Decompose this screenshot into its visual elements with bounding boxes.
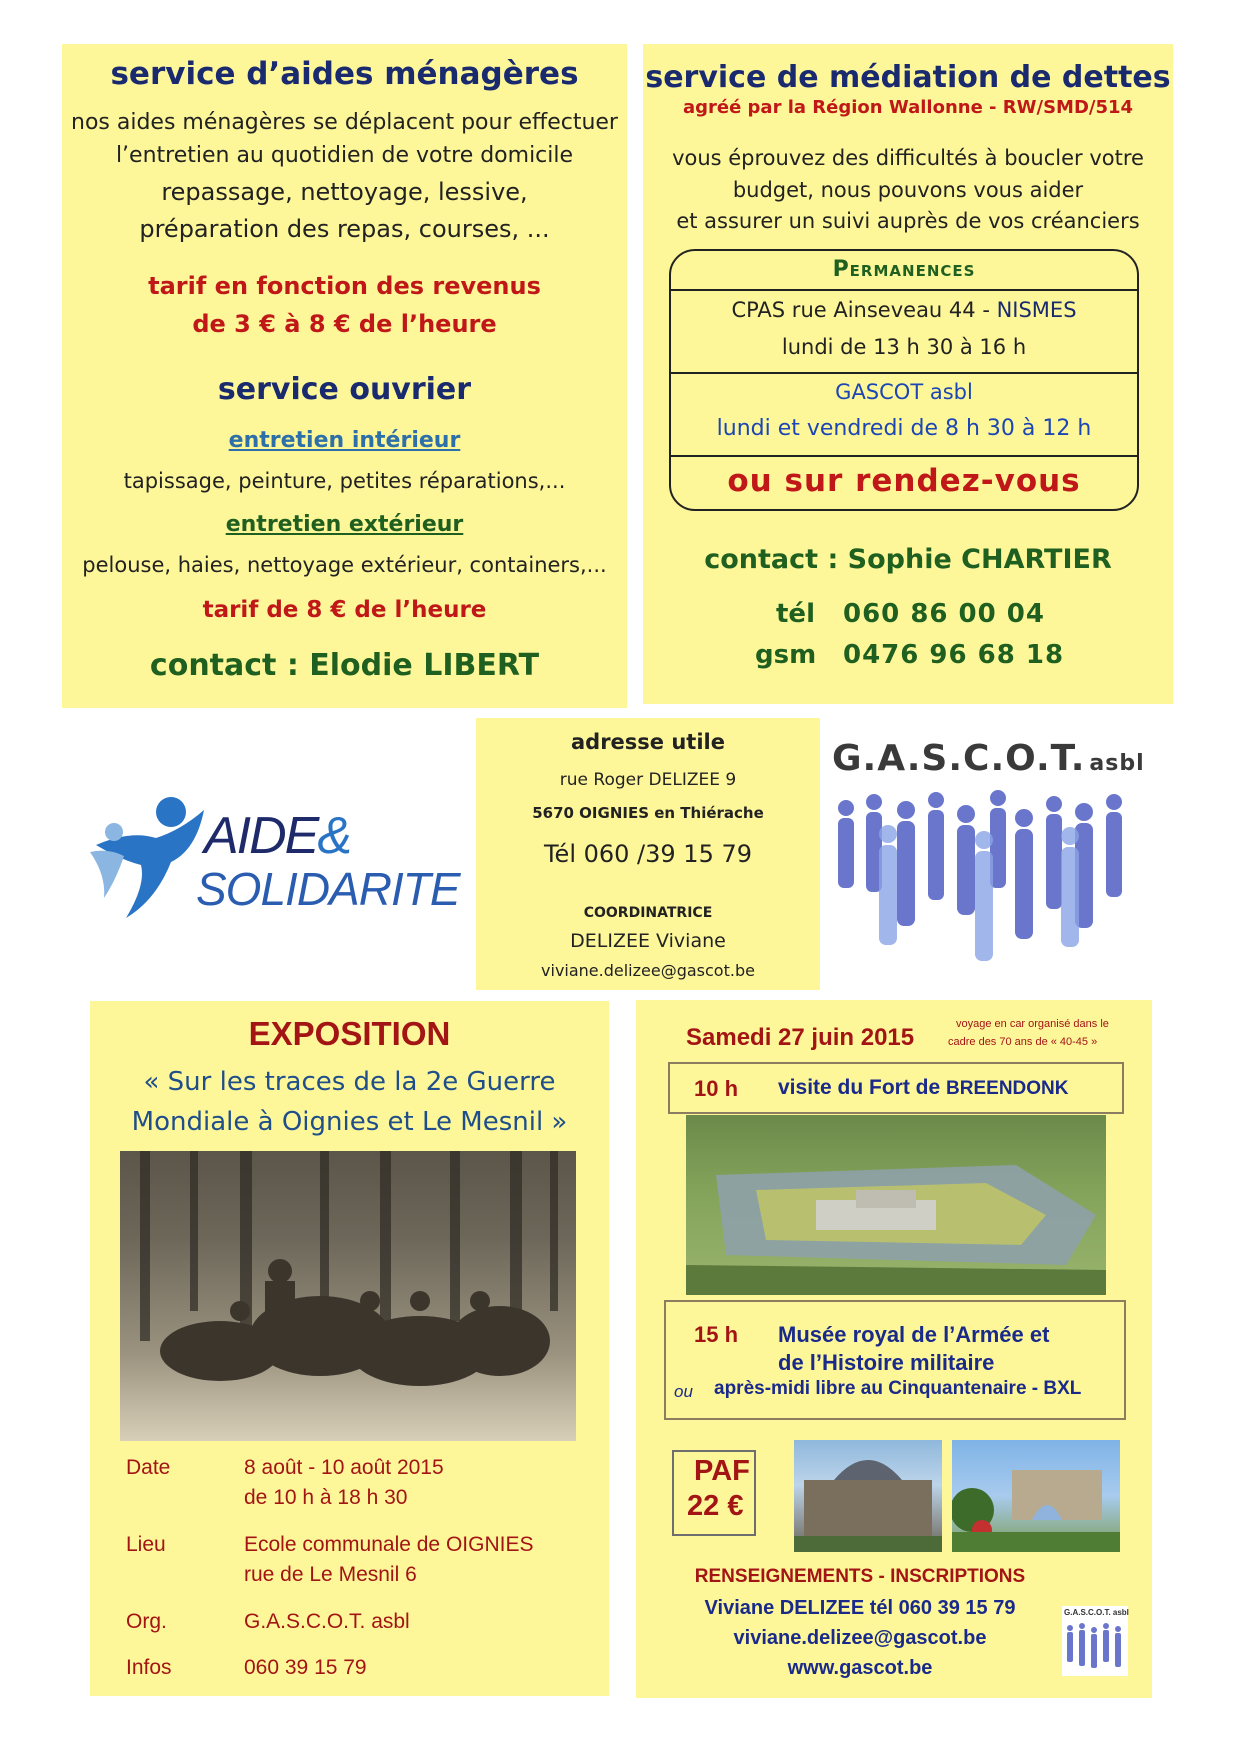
gascot-logo-wordmark	[832, 738, 1145, 779]
permanence-cpas-address: CPAS rue Ainseveau 44 -	[731, 298, 997, 322]
aides-line-4: préparation des repas, courses, ...	[139, 215, 550, 243]
mediation-gsm: 0476 96 68 18	[843, 640, 1065, 670]
visit-2-line-2: de l’Histoire militaire	[778, 1350, 995, 1375]
aides-line-3: repassage, nettoyage, lessive,	[161, 178, 528, 206]
visit-2-alt: après-midi libre au Cinquantenaire - BXL	[714, 1378, 1082, 1399]
gascot-logo	[826, 728, 1148, 968]
permanences-title	[671, 257, 1137, 282]
aides-tarif-1: tarif en fonction des revenus	[148, 272, 541, 300]
voyage-panel	[636, 1000, 1152, 1698]
mediation-title: service de médiation de dettes	[645, 60, 1171, 95]
permanence-gascot-hours: lundi et vendredi de 8 h 30 à 12 h	[716, 416, 1092, 441]
museum-photo	[794, 1440, 942, 1552]
mediation-panel	[643, 44, 1173, 704]
aide-solidarite-figures-icon	[86, 790, 206, 920]
voyage-note-1: voyage en car organisé dans le	[956, 1018, 1109, 1030]
info-contact: Viviane DELIZEE tél 060 39 15 79	[704, 1597, 1016, 1619]
expo-title: EXPOSITION	[248, 1015, 451, 1052]
permanence-cpas-hours: lundi de 13 h 30 à 16 h	[781, 335, 1027, 359]
expo-org-label: Org.	[126, 1610, 167, 1633]
gascot-logo-name: G.A.S.C.O.T.	[832, 738, 1086, 779]
people-crowd-icon	[826, 788, 1148, 968]
visit-2-or: ou	[674, 1382, 693, 1401]
arcade-illustration	[952, 1440, 1120, 1552]
voyage-date: Samedi 27 juin 2015	[686, 1024, 915, 1051]
visit-2-time: 15 h	[694, 1322, 739, 1347]
expo-time-value: de 10 h à 18 h 30	[244, 1486, 408, 1509]
aides-line-1: nos aides ménagères se déplacent pour effectuer	[71, 110, 618, 135]
expo-subtitle-2: Mondiale à Oignies et Le Mesnil »	[131, 1107, 568, 1137]
exposition-panel	[90, 1001, 609, 1696]
mediation-subtitle: agréé par la Région Wallonne - RW/SMD/514	[682, 97, 1134, 118]
visit-2-line-1: Musée royal de l’Armée et	[778, 1322, 1050, 1347]
ouvrier-contact: contact : Elodie LIBERT	[149, 648, 540, 683]
ouvrier-exterieur-heading: entretien extérieur	[225, 512, 464, 537]
aides-menageres-panel	[62, 44, 627, 708]
adresse-email: viviane.delizee@gascot.be	[541, 961, 755, 980]
expo-lieu-value: Ecole communale de OIGNIES	[244, 1533, 534, 1556]
expo-lieu-address: rue de Le Mesnil 6	[244, 1563, 417, 1586]
mediation-tel-label: tél	[776, 599, 815, 629]
expo-infos-label: Infos	[126, 1656, 172, 1679]
gascot-mini-logo-text: G.A.S.C.O.T. asbl	[1064, 1608, 1129, 1617]
aides-tarif-2: de 3 € à 8 € de l’heure	[192, 310, 497, 338]
gascot-mini-logo	[1062, 1606, 1128, 1676]
expo-date-value: 8 août - 10 août 2015	[244, 1456, 444, 1479]
mediation-line-2: budget, nous pouvons vous aider	[732, 178, 1084, 202]
paf-label: PAF	[694, 1455, 750, 1487]
gascot-logo-suffix: asbl	[1089, 751, 1145, 776]
aide-solidarite-wordmark	[204, 807, 351, 865]
adresse-role: COORDINATRICE	[583, 905, 713, 921]
permanence-cpas	[671, 298, 1137, 322]
aide-wordmark-line2: SOLIDARITE	[196, 863, 460, 915]
mediation-line-3: et assurer un suivi auprès de vos créanciers	[676, 209, 1140, 233]
ouvrier-interieur-heading: entretien intérieur	[228, 428, 461, 453]
mediation-contact: contact : Sophie CHARTIER	[704, 544, 1112, 575]
ouvrier-exterieur-text: pelouse, haies, nettoyage extérieur, containers,...	[82, 553, 607, 577]
museum-building-illustration	[794, 1440, 942, 1552]
paf-price: 22 €	[687, 1490, 744, 1522]
soldiers-photo	[120, 1151, 576, 1441]
rendez-vous: ou sur rendez-vous	[727, 463, 1081, 499]
adresse-title: adresse utile	[571, 730, 725, 754]
expo-date-label: Date	[126, 1456, 171, 1479]
cinquantenaire-photo	[952, 1440, 1120, 1552]
adresse-name: DELIZEE Viviane	[570, 930, 726, 952]
soldiers-photo-illustration	[120, 1151, 576, 1441]
expo-lieu-label: Lieu	[126, 1533, 166, 1556]
permanence-cpas-city: NISMES	[996, 298, 1077, 322]
fort-breendonk-photo	[686, 1115, 1106, 1295]
ouvrier-title: service ouvrier	[217, 372, 472, 407]
aide-wordmark-amp: &	[317, 807, 351, 865]
info-web: www.gascot.be	[787, 1657, 933, 1679]
aides-title: service d’aides ménagères	[110, 56, 579, 92]
visit-1-text: visite du Fort de	[778, 1076, 947, 1099]
expo-infos-value: 060 39 15 79	[244, 1656, 367, 1679]
voyage-note-2: cadre des 70 ans de « 40-45 »	[948, 1036, 1098, 1048]
expo-org-value: G.A.S.C.O.T. asbl	[244, 1610, 410, 1633]
permanences-divider-3	[671, 455, 1137, 457]
info-title: RENSEIGNEMENTS - INSCRIPTIONS	[694, 1566, 1026, 1587]
visit-1-time: 10 h	[694, 1076, 739, 1101]
aide-wordmark-line1: AIDE	[204, 807, 318, 865]
aides-line-2: l’entretien au quotidien de votre domicile	[115, 143, 574, 168]
mediation-gsm-label: gsm	[755, 640, 817, 670]
mini-crowd-icon	[1062, 1620, 1128, 1676]
permanences-divider-1	[671, 289, 1137, 291]
permanences-box	[669, 249, 1139, 511]
mediation-line-1: vous éprouvez des difficultés à boucler votre	[672, 146, 1144, 170]
permanence-gascot: GASCOT asbl	[835, 380, 973, 404]
fort-aerial-illustration	[686, 1115, 1106, 1295]
mediation-tel: 060 86 00 04	[843, 599, 1045, 629]
info-email: viviane.delizee@gascot.be	[733, 1627, 987, 1649]
aide-solidarite-logo	[86, 790, 466, 940]
adresse-tel: Tél 060 /39 15 79	[543, 840, 753, 868]
ouvrier-interieur-text: tapissage, peinture, petites réparations,...	[123, 469, 566, 493]
visit-1-line	[778, 1076, 1068, 1100]
permanences-divider-2	[671, 372, 1137, 374]
ouvrier-tarif: tarif de 8 € de l’heure	[202, 597, 487, 623]
adresse-utile-panel	[476, 718, 820, 990]
expo-subtitle-1: « Sur les traces de la 2e Guerre	[143, 1067, 556, 1097]
adresse-city: 5670 OIGNIES en Thiérache	[532, 804, 764, 822]
permanences-title-text: Permanences	[832, 257, 976, 282]
adresse-street: rue Roger DELIZEE 9	[559, 770, 737, 790]
visit-1-place: BREENDONK	[946, 1078, 1069, 1099]
